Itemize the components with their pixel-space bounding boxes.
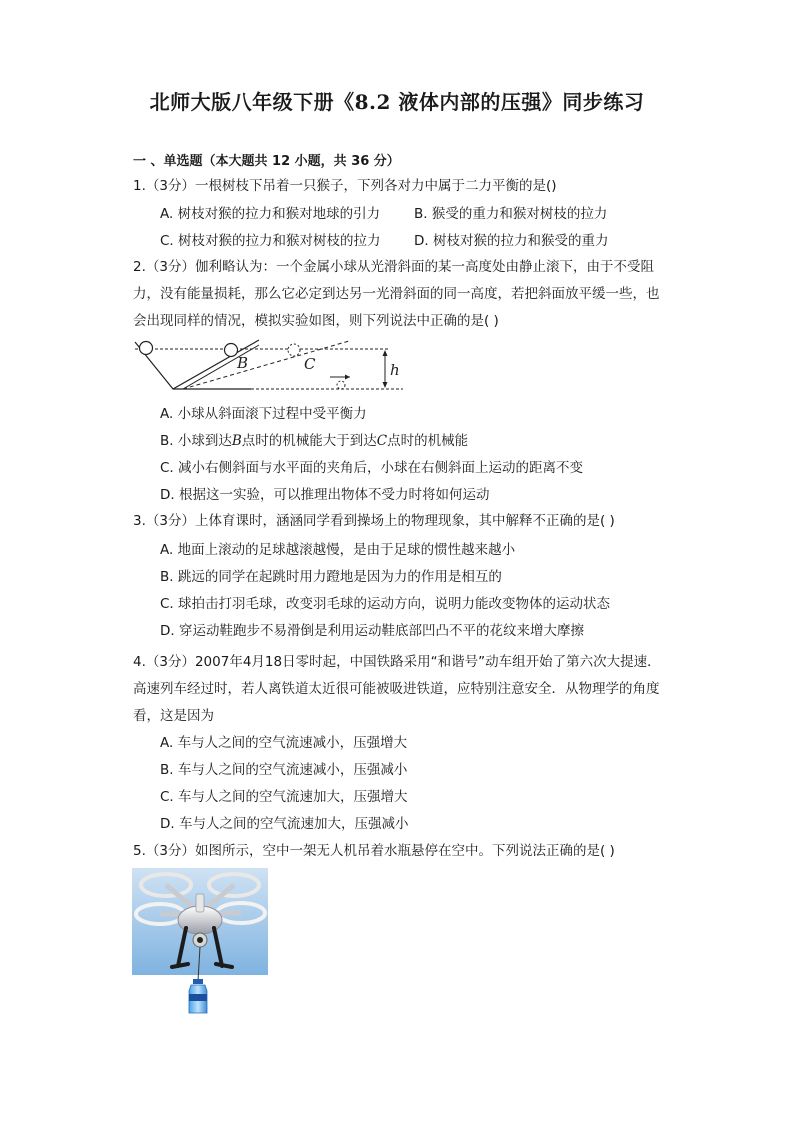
question-2-stem: 2.（3分）伽利略认为：一个金属小球从光滑斜面的某一高度处由静止滚下，由于不受阻力，没有能量损耗，那么它必定到达另一光滑斜面的同一高度，若把斜面放平缓一些，也会出现同样的情况，模拟实验如图，则下列说法中正确的是( ) [133, 259, 660, 329]
q4-option-c: C. 车与人之间的空气流速加大，压强增大 [160, 789, 408, 805]
question-1-stem: 1.（3分）一根树枝下吊着一只猴子，下列各对力中属于二力平衡的是() [133, 178, 557, 194]
q1-option-d: D. 树枝对猴的拉力和猴受的重力 [414, 233, 609, 249]
q2-option-b-var-c: C [376, 433, 388, 449]
ball-c [288, 344, 300, 356]
bottle-label [189, 994, 207, 1001]
height-arrow-top [383, 350, 388, 356]
q4-option-b: B. 车与人之间的空气流速减小，压强减小 [160, 762, 408, 778]
q2-option-b-var-b: B [231, 433, 242, 449]
q3-option-d: D. 穿运动鞋跑步不易滑倒是利用运动鞋底部凹凸不平的花纹来增大摩擦 [160, 623, 584, 639]
ball-b [225, 344, 238, 357]
label-b: B [237, 354, 249, 372]
q4-option-a: A. 车与人之间的空气流速减小，压强增大 [160, 735, 408, 751]
label-h: h [390, 361, 400, 379]
q3-option-c: C. 球拍击打羽毛球，改变羽毛球的运动方向，说明力能改变物体的运动状态 [160, 596, 611, 612]
drone-top-mast [196, 894, 204, 912]
q1-option-a: A. 树枝对猴的拉力和猴对地球的引力 [160, 206, 381, 222]
ball-start [140, 342, 153, 355]
q3-option-b: B. 跳远的同学在起跳时用力蹬地是因为力的作用是相互的 [160, 569, 502, 585]
ball-rolling [337, 381, 345, 389]
q1-option-c: C. 树枝对猴的拉力和猴对树枝的拉力 [160, 233, 381, 249]
bottle-cap [193, 979, 203, 984]
q2-option-b [160, 431, 468, 451]
question-5-stem: 5.（3分）如图所示，空中一架无人机吊着水瓶悬停在空中。下列说法正确的是( ) [133, 843, 615, 859]
drone-camera-lens [197, 937, 203, 943]
label-c: C [304, 355, 316, 373]
motion-arrow-head [345, 375, 350, 380]
incline-experiment-figure [131, 337, 411, 399]
q2-option-d: D. 根据这一实验，可以推理出物体不受力时将如何运动 [160, 487, 490, 503]
q1-option-b: B. 猴受的重力和猴对树枝的拉力 [414, 206, 608, 222]
height-arrow-bottom [383, 382, 388, 388]
q2-option-a: A. 小球从斜面滚下过程中受平衡力 [160, 406, 367, 422]
q2-option-b-post: 点时的机械能 [387, 433, 469, 449]
section-heading: 一 、单选题（本大题共 12 小题，共 36 分） [133, 154, 400, 169]
question-4-stem: 4.（3分）2007年4月18日零时起，中国铁路采用“和谐号”动车组开始了第六次大提速．高速列车经过时，若人离铁道太近很可能被吸进铁道，应特别注意安全．从物理学的角度看，这是因为 [133, 654, 661, 724]
page-title: 北师大版八年级下册《8.2 液体内部的压强》同步练习 [149, 90, 645, 114]
question-3-stem: 3.（3分）上体育课时，涵涵同学看到操场上的物理现象，其中解释不正确的是( ) [133, 513, 615, 529]
q2-option-b-mid: 点时的机械能大于到达 [241, 433, 377, 449]
q3-option-a: A. 地面上滚动的足球越滚越慢，是由于足球的惯性越来越小 [160, 542, 516, 558]
q2-option-c: C. 减小右侧斜面与水平面的夹角后，小球在右侧斜面上运动的距离不变 [160, 460, 584, 476]
q4-option-d: D. 车与人之间的空气流速加大，压强减小 [160, 816, 409, 832]
drone-photo [132, 868, 268, 1018]
q2-option-b-pre: B. 小球到达 [160, 433, 232, 449]
gentle-incline [183, 341, 349, 389]
